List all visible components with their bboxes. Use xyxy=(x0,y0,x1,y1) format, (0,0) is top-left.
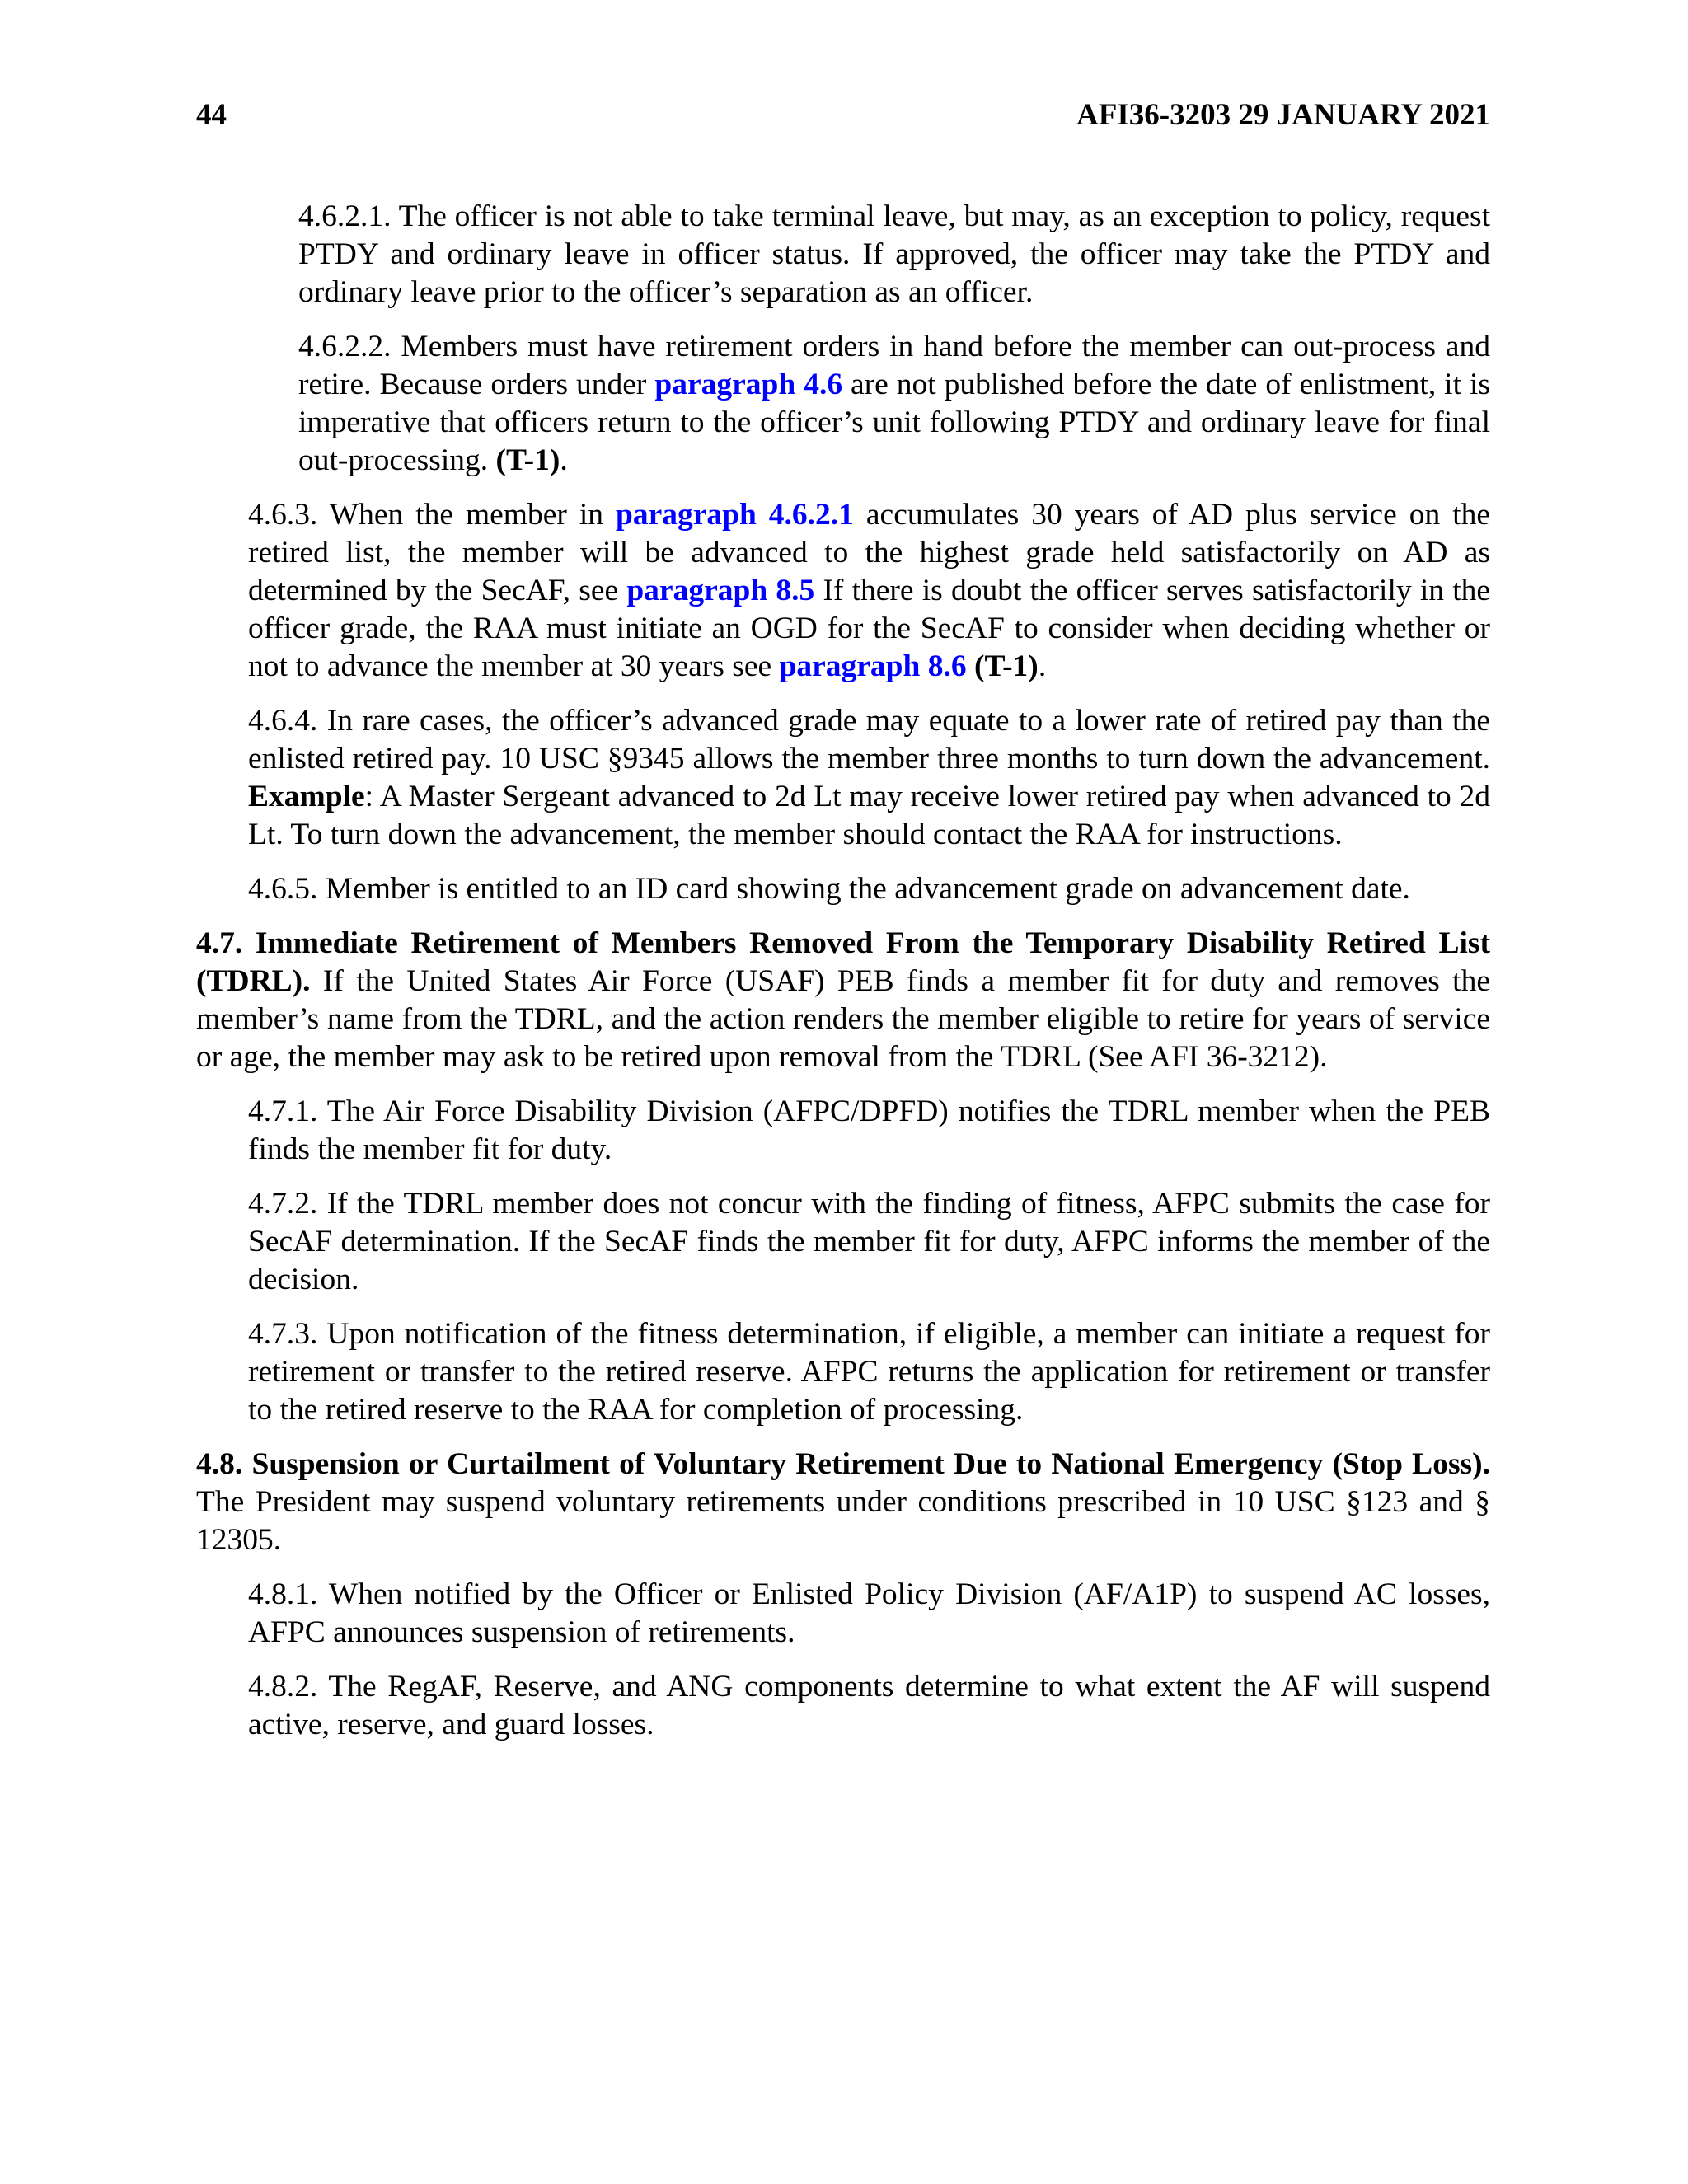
example-label: Example xyxy=(248,780,365,813)
tier-label: (T-1) xyxy=(974,649,1039,683)
paragraph-4-6-3 xyxy=(248,496,1490,686)
link-paragraph-8-6[interactable]: paragraph 8.6 xyxy=(779,649,967,683)
link-paragraph-4-6[interactable]: paragraph 4.6 xyxy=(654,368,843,401)
paragraph-4-6-5 xyxy=(248,870,1490,908)
paragraph-text: If the United States Air Force (USAF) PEB finds a member fit for duty and removes the member’s name from the TDRL, and the action renders the member eligible to retire for years of service or age, the member may ask to be retired upon removal from the TDRL (See AFI 36-3212). xyxy=(196,964,1490,1074)
paragraph-text: . xyxy=(1038,649,1047,683)
paragraph-text: 4.6.4. In rare cases, the officer’s advanced grade may equate to a lower rate of retired pay than the enlisted retired pay. 10 USC §9345 allows the member three months to turn down the advancement. xyxy=(248,704,1490,776)
paragraph-4-6-2-2 xyxy=(298,328,1490,480)
section-heading: 4.7. Immediate Retirement of Members Removed From the Temporary Disability Retired List (TDRL). xyxy=(196,926,1490,998)
paragraph-text: 4.7.1. The Air Force Disability Division (AFPC/DPFD) notifies the TDRL member when the PEB finds the member fit for duty. xyxy=(248,1094,1490,1166)
paragraph-text: The President may suspend voluntary retirements under conditions prescribed in 10 USC §123 and § 12305. xyxy=(196,1485,1490,1557)
paragraph-4-7-2 xyxy=(248,1185,1490,1299)
paragraph-4-6-4 xyxy=(248,702,1490,854)
paragraph-4-7-3 xyxy=(248,1315,1490,1429)
document-id-date: AFI36-3203 29 JANUARY 2021 xyxy=(1076,98,1490,132)
paragraph-4-6-2-1 xyxy=(298,198,1490,312)
paragraph-text: are not published before the date of enlistment, it is imperative that officers return to the officer’s unit following PTDY and ordinary leave for final out-processing. xyxy=(298,368,1490,477)
paragraph-4-8-1 xyxy=(248,1576,1490,1652)
paragraph-text xyxy=(967,649,974,683)
paragraph-text: 4.6.5. Member is entitled to an ID card showing the advancement grade on advancement date. xyxy=(248,872,1410,906)
paragraph-text: : A Master Sergeant advanced to 2d Lt may receive lower retired pay when advanced to 2d Lt. To turn down the advancement, the member should contact the RAA for instructions. xyxy=(248,780,1490,851)
paragraph-text: 4.7.2. If the TDRL member does not concur with the finding of fitness, AFPC submits the case for SecAF determination. If the SecAF finds the member fit for duty, AFPC informs the member of the decision. xyxy=(248,1187,1490,1296)
tier-label: (T-1) xyxy=(495,443,560,477)
section-heading: 4.8. Suspension or Curtailment of Voluntary Retirement Due to National Emergency (Stop Loss). xyxy=(196,1447,1490,1481)
paragraph-text: 4.8.2. The RegAF, Reserve, and ANG components determine to what extent the AF will suspend active, reserve, and guard losses. xyxy=(248,1670,1490,1741)
paragraph-text: If there is doubt the officer serves satisfactorily in the officer grade, the RAA must initiate an OGD for the SecAF to consider when deciding whether or not to advance the member at 30 years see xyxy=(248,574,1491,683)
paragraph-text: 4.6.3. When the member in xyxy=(248,498,616,532)
page-header xyxy=(196,97,1490,143)
section-4-7 xyxy=(196,925,1490,1076)
paragraph-text: . xyxy=(560,443,568,477)
paragraph-text: 4.7.3. Upon notification of the fitness determination, if eligible, a member can initiate a request for retirement or transfer to the retired reserve. AFPC returns the application for retirement or transfer to the retired reserve to the RAA for completion of processing. xyxy=(248,1317,1490,1427)
section-4-8 xyxy=(196,1446,1490,1559)
paragraph-text: 4.6.2.2. Members must have retirement orders in hand before the member can out-process and retire. Because orders under xyxy=(298,330,1490,401)
paragraph-text: 4.6.2.1. The officer is not able to take terminal leave, but may, as an exception to policy, request PTDY and ordinary leave in officer status. If approved, the officer may take the PTDY and ordinary leave prior to the officer’s separation as an officer. xyxy=(298,199,1490,309)
link-paragraph-8-5[interactable]: paragraph 8.5 xyxy=(626,574,815,607)
paragraph-text: accumulates 30 years of AD plus service on the retired list, the member will be advanced to the highest grade held satisfactorily on AD as determined by the SecAF, see xyxy=(248,498,1491,607)
paragraph-4-8-2 xyxy=(248,1668,1490,1744)
page-body xyxy=(196,198,1490,1760)
paragraph-text: 4.8.1. When notified by the Officer or Enlisted Policy Division (AF/A1P) to suspend AC losses, AFPC announces suspension of retirements. xyxy=(248,1577,1490,1649)
paragraph-4-7-1 xyxy=(248,1093,1490,1169)
page-number: 44 xyxy=(196,98,227,132)
link-paragraph-4-6-2-1[interactable]: paragraph 4.6.2.1 xyxy=(615,498,854,532)
